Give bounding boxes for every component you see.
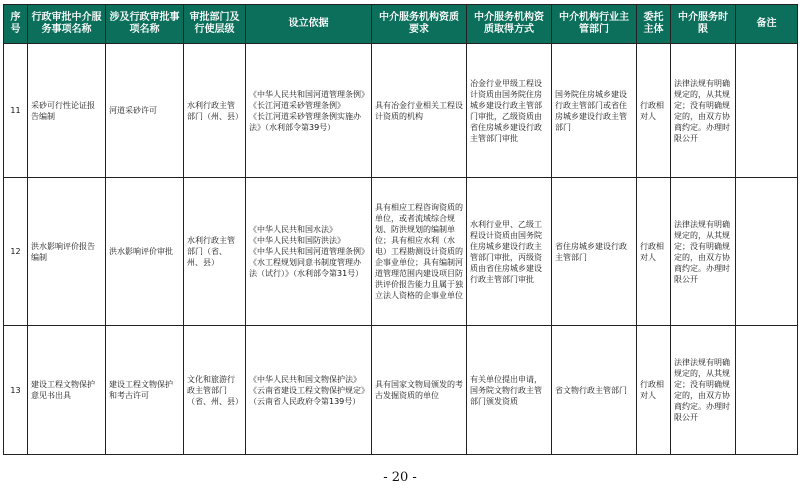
- department: 文化和旅游行政主管部门（省、州、县）: [184, 326, 246, 455]
- industry-authority: 国务院住房城乡建设行政主管部门或省住房城乡建设行政主管部门: [552, 44, 637, 178]
- row-number: 11: [4, 44, 28, 178]
- header-legal-basis: 设立依据: [246, 5, 372, 44]
- header-service-time: 中介服务时限: [671, 5, 736, 44]
- header-approval-item: 涉及行政审批事项名称: [106, 5, 184, 44]
- row-number: 12: [4, 178, 28, 326]
- legal-basis: [246, 326, 372, 455]
- row-number: 13: [4, 326, 28, 455]
- service-time: 法律法规有明确规定的，从其规定；没有明确规定的，由双方协商约定。办理时限公开: [671, 44, 736, 178]
- header-qualification-method: 中介服务机构资质取得方式: [467, 5, 552, 44]
- approval-item: 河道采砂许可: [106, 44, 184, 178]
- header-qualification: 中介服务机构资质要求: [372, 5, 467, 44]
- industry-authority: 省文物行政主管部门: [552, 326, 637, 455]
- basis-line: 《长江河道采砂管理条例》: [249, 100, 345, 110]
- service-name: 建设工程文物保护意见书出具: [28, 326, 106, 455]
- department: 水利行政主管部门（州、县）: [184, 44, 246, 178]
- basis-line: 《云南省建设工程文物保护规定》（云南省人民政府令第139号）: [249, 385, 365, 406]
- service-name: 洪水影响评价报告编制: [28, 178, 106, 326]
- notes: [736, 326, 798, 455]
- qualification-method: 水利行业甲、乙级工程设计资质由国务院住房城乡建设行政主管部门审批，丙级资质由省住房城乡建设行政主管部门审批: [467, 178, 552, 326]
- basis-line: 《中华人民共和国河道管理条例》: [249, 89, 369, 99]
- basis-line: 《中华人民共和国文物保护法》: [249, 374, 361, 384]
- table-row: [4, 44, 798, 178]
- approval-services-table: [3, 4, 798, 455]
- qualification: 具有国家文物局颁发的考古发掘资质的单位: [372, 326, 467, 455]
- service-time: 法律法规有明确规定的，从其规定；没有明确规定的，由双方协商约定。办理时限公开: [671, 326, 736, 455]
- header-notes: 备注: [736, 5, 798, 44]
- notes: [736, 44, 798, 178]
- qualification: 具有相应工程咨询资质的单位，或者流域综合规划、防洪规划的编制单位；具有相应水利（水电）工程勘测设计资质的企事业单位；具有编制河道管理范围内建设项目防洪评价报告能力且属于独立法人资格的企事业单位: [372, 178, 467, 326]
- service-name: 采砂可行性论证报告编制: [28, 44, 106, 178]
- basis-line: 《长江河道采砂管理条例实施办法》（水利部令第39号）: [249, 111, 361, 132]
- header-no: 序号: [4, 5, 28, 44]
- header-service-name: 行政审批中介服务事项名称: [28, 5, 106, 44]
- approval-item: 建设工程文物保护和考古许可: [106, 326, 184, 455]
- client: 行政相对人: [637, 44, 671, 178]
- basis-line: 《中华人民共和国防洪法》: [249, 236, 345, 245]
- qualification: 具有冶金行业相关工程设计资质的机构: [372, 44, 467, 178]
- basis-line: 《中华人民共和国水法》: [249, 225, 337, 234]
- client: 行政相对人: [637, 178, 671, 326]
- legal-basis: [246, 178, 372, 326]
- table-header-row: [4, 5, 798, 44]
- table-row: [4, 178, 798, 326]
- approval-item: 洪水影响评价审批: [106, 178, 184, 326]
- qualification-method: 有关单位提出申请，国务院文物行政主管部门颁发资质: [467, 326, 552, 455]
- header-department: 审批部门及行使层级: [184, 5, 246, 44]
- page-number: - 20 -: [383, 470, 417, 485]
- client: 行政相对人: [637, 326, 671, 455]
- service-time: 法律法规有明确规定的，从其规定；没有明确规定的，由双方协商约定。办理时限公开: [671, 178, 736, 326]
- industry-authority: 省住房城乡建设行政主管部门: [552, 178, 637, 326]
- basis-line: 《中华人民共和国河道管理条例》: [249, 247, 369, 256]
- legal-basis: [246, 44, 372, 178]
- qualification-method: 冶金行业甲级工程设计资质由国务院住房城乡建设行政主管部门审批，乙级资质由省住房城乡建设行政主管部门审批: [467, 44, 552, 178]
- notes: [736, 178, 798, 326]
- basis-line: 《水工程规划同意书制度管理办法（试行）》（水利部令第31号）: [249, 258, 364, 278]
- table-row: [4, 326, 798, 455]
- header-industry-authority: 中介机构行业主管部门: [552, 5, 637, 44]
- department: 水利行政主管部门（省、州、县）: [184, 178, 246, 326]
- header-client: 委托主体: [637, 5, 671, 44]
